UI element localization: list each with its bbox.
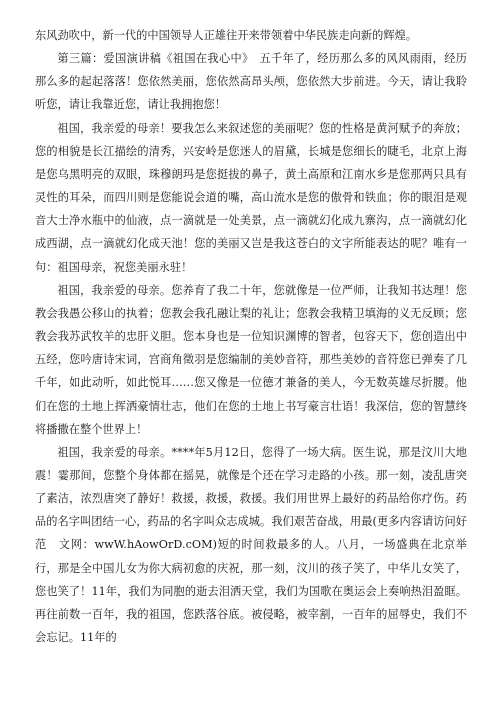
document-body bbox=[35, 24, 467, 649]
paragraph-2: 第三篇：爱国演讲稿《祖国在我心中》 五千年了，经历那么多的风风雨雨，经历那么多的起起落落！您依然美丽，您依然高昂头颅，您依然大步前进。今天，请让我聆听您，请让我靠近您，请让我拥抱您！ bbox=[35, 52, 467, 112]
paragraph-5: 祖国，我亲爱的母亲。****年5月12日，您得了一场大病。医生说，那是汶川大地震！霎那间，您整个身体都在摇晃，就像是个还在学习走路的小孩。那一刻，凌乱唐突了素洁，浓烈唐突了静好！救援，救援，救援。我们用世界上最好的药品给你疗伤。药品的名字叫团结一心，药品的名字叫众志成城。我们艰苦奋战，用最(更多内容请访问好范 文网：wwW.hAowOrD.cOM)短的时间救最多的人。八月，一场盛典在北京举行，那是全中国儿女为你大病初愈的庆祝，那一刻，汶川的孩子笑了，中华儿女笑了，您也笑了！11年，我们为同胞的逝去泪洒天堂，我们为国歌在奥运会上奏响热泪盈眶。再往前数一百年，我的祖国，您跌落谷底。被侵略，被宰割，一百年的屈辱史，我们不会忘记。11年的 bbox=[35, 445, 467, 645]
paragraph-4: 祖国，我亲爱的母亲。您养育了我二十年，您就像是一位严师，让我知书达理！您教会我愚公移山的执着；您教会我孔融让梨的礼让；您教会我精卫填海的义无反顾；您教会我苏武牧羊的忠肝义胆。您本身也是一位知识渊博的智者，包容天下，您创造出中五经，您吟唐诗宋词，宫商角徵羽是您编制的美妙音符，那些美妙的音符您已弹奏了几千年，如此动听，如此悦耳……您又像是一位德才兼备的美人，今无数英雄尽折腰。他们在您的土地上挥洒豪情壮志，他们在您的土地上书写豪言壮语！我深信，您的智慧终将播撒在整个世界上！ bbox=[35, 283, 467, 436]
paragraph-1: 东风劲吹中，新一代的中国领导人正雄往开来带领着中华民族走向新的辉煌。 bbox=[35, 29, 418, 42]
paragraph-3: 祖国，我亲爱的母亲！要我怎么来叙述您的美丽呢？您的性格是黄河赋予的奔放；您的相貌是长江描绘的清秀，兴安岭是您迷人的眉黛，长城是您细长的睫毛，北京上海是您乌黑明亮的双眼，珠穆朗玛是您挺拔的鼻子，黄土高原和江南水乡是您那两只具有灵性的耳朵，而四川则是您能说会道的嘴，高山流水是您的傲骨和铁血；你的眼泪是观音大士净水瓶中的仙液，点一滴就是一处美景，点一滴就幻化成九寨沟，点一滴就幻化成西湖，点一滴就幻化成天池！您的美丽又岂是我这苍白的文字所能表达的呢？唯有一句：祖国母亲，祝您美丽永驻！ bbox=[35, 121, 467, 274]
